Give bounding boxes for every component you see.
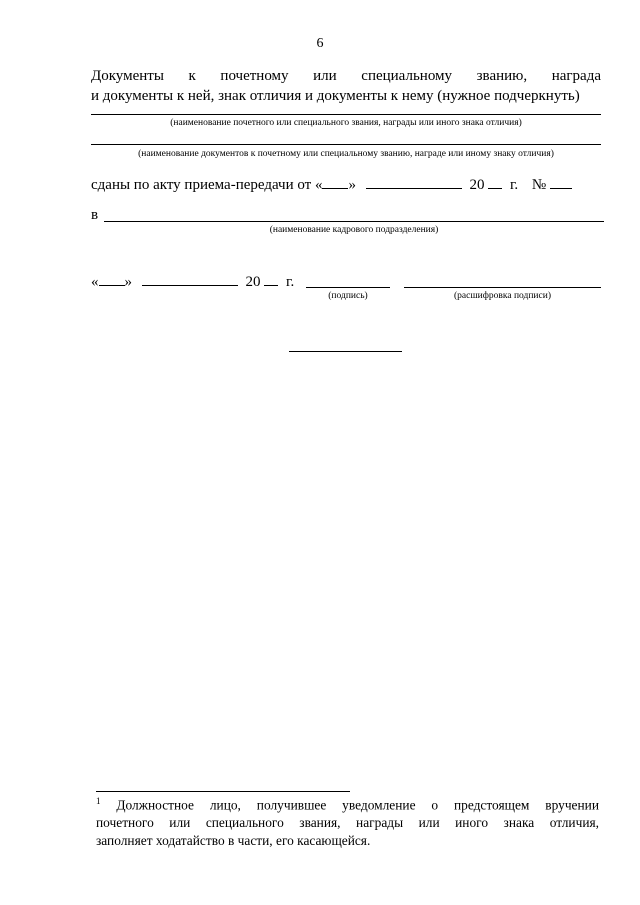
transfer-day-field[interactable]	[322, 174, 348, 189]
footnote-marker: 1	[96, 796, 101, 806]
date-quote-open: «	[91, 274, 99, 290]
documents-name-line[interactable]	[91, 144, 601, 145]
documents-name-caption: (наименование документов к почетному или специальному званию, награде или иному знаку отличия)	[138, 149, 554, 159]
transfer-year-suffix: г.	[509, 177, 519, 193]
date-year-prefix: 20	[245, 274, 261, 290]
page-number: 6	[316, 36, 324, 51]
end-separator	[289, 351, 402, 352]
signature-decode-caption: (расшифровка подписи)	[454, 291, 551, 301]
award-name-caption: (наименование почетного или специального звания, награды или иного знака отличия)	[170, 118, 522, 128]
date-quote-close: »	[124, 274, 132, 290]
date-year-suffix: г.	[286, 274, 295, 290]
signature-caption: (подпись)	[328, 291, 368, 301]
date-year-field[interactable]	[264, 271, 278, 286]
footnote-line-1: $^1$ Должностное лицо, получившее уведомление о предстоящем вручении	[96, 796, 599, 813]
department-name-line[interactable]	[104, 221, 604, 222]
date-line	[91, 271, 294, 291]
signature-line[interactable]	[306, 287, 390, 288]
transfer-month-field[interactable]	[366, 174, 462, 189]
footnote	[96, 792, 599, 850]
heading-line-1: Документы к почетному или специальному званию, награда	[91, 68, 601, 84]
footnote-line-3: заполняет ходатайство в части, его касающейся.	[96, 833, 371, 849]
transfer-prefix: сданы по акту приема-передачи от	[91, 177, 312, 193]
transfer-line	[91, 174, 572, 194]
recipient-prefix: в	[91, 207, 99, 223]
date-day-field[interactable]	[99, 271, 125, 286]
department-name-caption: (наименование кадрового подразделения)	[269, 225, 439, 235]
transfer-number-field[interactable]	[550, 174, 572, 189]
footnote-line-2: почетного или специального звания, награды или иного знака отличия,	[96, 815, 599, 831]
date-month-field[interactable]	[142, 271, 238, 286]
heading-line-2: и документы к ней, знак отличия и документы к нему (нужное подчеркнуть)	[91, 88, 580, 104]
quote-close: »	[348, 177, 356, 193]
award-name-line[interactable]	[91, 114, 601, 115]
transfer-number-label: №	[531, 177, 547, 193]
transfer-year-field[interactable]	[488, 174, 502, 189]
transfer-year-prefix: 20	[469, 177, 485, 193]
signature-decode-line[interactable]	[404, 287, 601, 288]
quote-open: «	[314, 177, 323, 193]
